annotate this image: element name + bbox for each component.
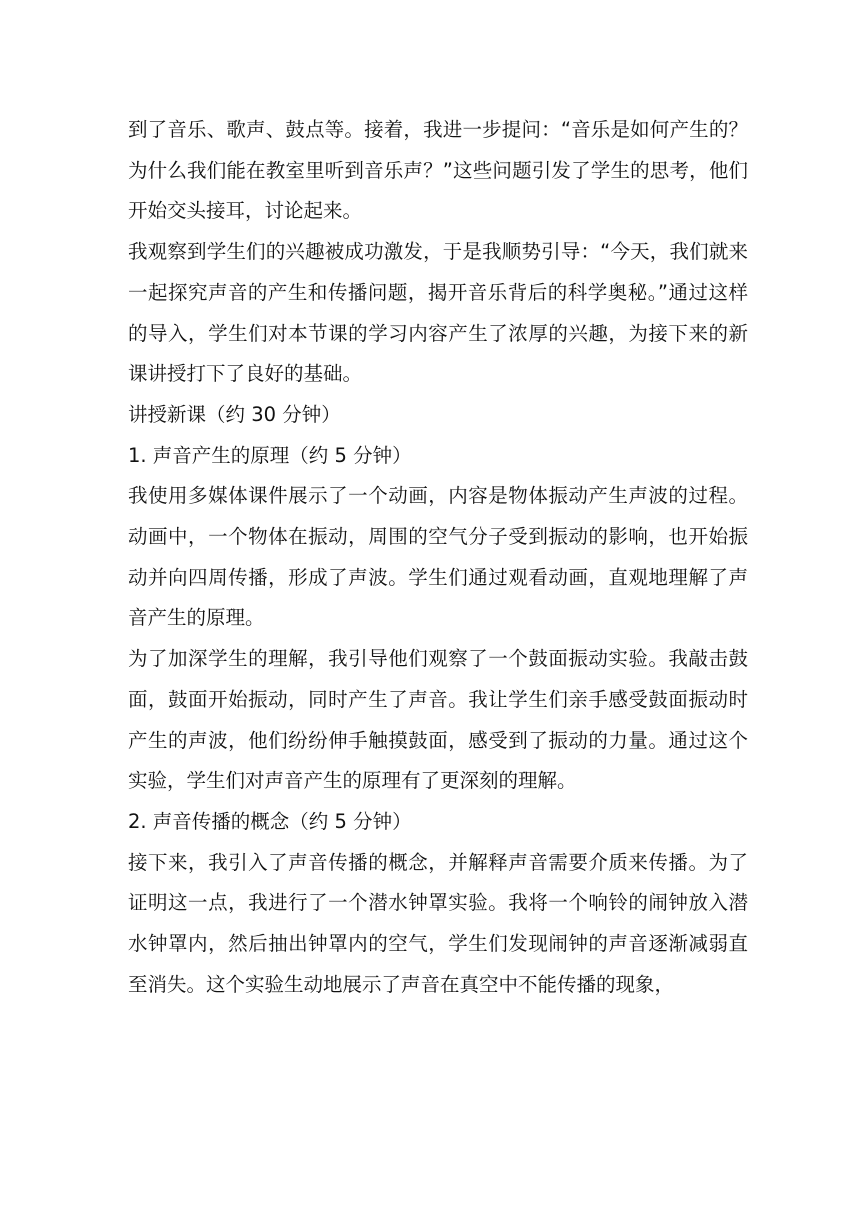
subheading-sound-propagation: 2. 声音传播的概念（约 5 分钟）	[128, 809, 412, 833]
paragraph-drum-experiment: 为了加深学生的理解，我引导他们观察了一个鼓面振动实验。我敲击鼓面，鼓面开始振动，同时产生了声音。我让学生们亲手感受鼓面振动时产生的声波，他们纷纷伸手触摸鼓面，感受到了振动的力量。通过这个实验，学生们对声音产生的原理有了更深刻的理解。	[128, 647, 748, 793]
document-body	[128, 110, 748, 1005]
paragraph-guided-introduction: 我观察到学生们的兴趣被成功激发，于是我顺势引导：“今天，我们就来一起探究声音的产生和传播问题，揭开音乐背后的科学奥秘。”通过这样的导入，学生们对本节课的学习内容产生了浓厚的兴趣，为接下来的新课讲授打下了良好的基础。	[128, 240, 748, 386]
paragraph-intro-continued: 到了音乐、歌声、鼓点等。接着，我进一步提问：“音乐是如何产生的？为什么我们能在教室里听到音乐声？”这些问题引发了学生的思考，他们开始交头接耳，讨论起来。	[128, 118, 748, 223]
paragraph-bell-jar-experiment: 接下来，我引入了声音传播的概念，并解释声音需要介质来传播。为了证明这一点，我进行了一个潜水钟罩实验。我将一个响铃的闹钟放入潜水钟罩内，然后抽出钟罩内的空气，学生们发现闹钟的声音逐渐减弱直至消失。这个实验生动地展示了声音在真空中不能传播的现象，	[128, 850, 748, 996]
subheading-sound-production: 1. 声音产生的原理（约 5 分钟）	[128, 443, 412, 467]
section-heading-new-lesson: 讲授新课（约 30 分钟）	[128, 402, 341, 426]
paragraph-animation-demo: 我使用多媒体课件展示了一个动画，内容是物体振动产生声波的过程。动画中，一个物体在振动，周围的空气分子受到振动的影响，也开始振动并向四周传播，形成了声波。学生们通过观看动画，直观地理解了声音产生的原理。	[128, 484, 748, 630]
